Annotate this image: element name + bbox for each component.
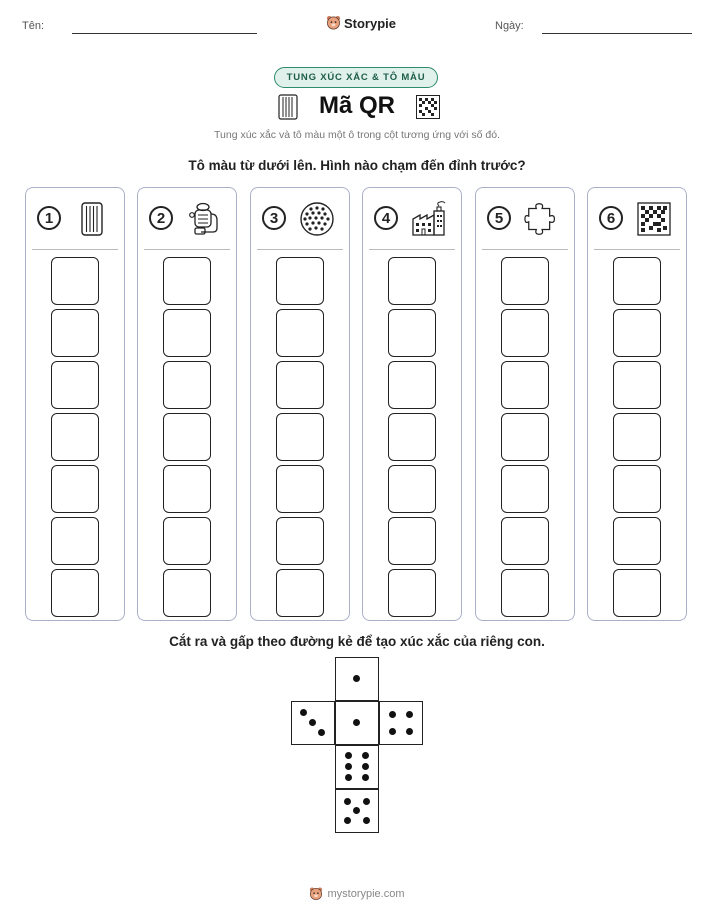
column-divider xyxy=(369,249,455,250)
robot-icon xyxy=(186,201,222,237)
color-cell[interactable] xyxy=(51,309,99,357)
pip xyxy=(344,817,351,824)
dice-column-4 xyxy=(362,187,462,621)
dice-face-six xyxy=(335,745,379,789)
column-number: 1 xyxy=(37,206,61,230)
barcode-icon xyxy=(278,94,298,120)
pip xyxy=(389,711,396,718)
pip xyxy=(406,728,413,735)
footer xyxy=(0,886,714,902)
color-cell[interactable] xyxy=(276,517,324,565)
column-number: 3 xyxy=(262,206,286,230)
pip xyxy=(362,752,369,759)
page-title: Mã QR xyxy=(318,92,395,119)
barcode-icon xyxy=(74,201,110,237)
dice-face-three xyxy=(291,701,335,745)
color-cell[interactable] xyxy=(501,257,549,305)
color-cell[interactable] xyxy=(276,465,324,513)
pip xyxy=(362,774,369,781)
column-number: 2 xyxy=(149,206,173,230)
pip xyxy=(345,774,352,781)
color-cell[interactable] xyxy=(163,257,211,305)
color-cell[interactable] xyxy=(388,309,436,357)
color-cell[interactable] xyxy=(388,413,436,461)
color-cell[interactable] xyxy=(276,309,324,357)
column-number: 5 xyxy=(487,206,511,230)
color-cell[interactable] xyxy=(51,569,99,617)
name-line[interactable] xyxy=(72,33,257,34)
column-divider xyxy=(482,249,568,250)
color-cell[interactable] xyxy=(163,413,211,461)
pip xyxy=(389,728,396,735)
color-cell[interactable] xyxy=(163,309,211,357)
color-cell[interactable] xyxy=(51,517,99,565)
pip xyxy=(362,763,369,770)
color-cell[interactable] xyxy=(613,309,661,357)
brand-name: Storypie xyxy=(343,15,396,31)
date-label: Ngày: xyxy=(495,20,524,32)
pip xyxy=(353,807,360,814)
dice-column-2 xyxy=(137,187,237,621)
pip xyxy=(345,763,352,770)
column-divider xyxy=(594,249,680,250)
dice-column-6 xyxy=(587,187,687,621)
pip xyxy=(345,752,352,759)
color-cell[interactable] xyxy=(501,413,549,461)
color-cell[interactable] xyxy=(613,517,661,565)
color-cell[interactable] xyxy=(51,361,99,409)
color-cell[interactable] xyxy=(388,517,436,565)
bear-logo-icon xyxy=(326,14,341,32)
color-cell[interactable] xyxy=(613,465,661,513)
pip xyxy=(353,675,360,682)
pip xyxy=(406,711,413,718)
color-cell[interactable] xyxy=(51,413,99,461)
pip xyxy=(300,709,307,716)
dice-column-3 xyxy=(250,187,350,621)
color-cell[interactable] xyxy=(501,517,549,565)
dice-face-one xyxy=(335,701,379,745)
column-divider xyxy=(257,249,343,250)
color-cell[interactable] xyxy=(163,517,211,565)
dice-column-5 xyxy=(475,187,575,621)
bear-logo-icon xyxy=(309,886,323,902)
color-cell[interactable] xyxy=(501,569,549,617)
color-cell[interactable] xyxy=(163,361,211,409)
dice-face-five xyxy=(335,789,379,833)
column-divider xyxy=(32,249,118,250)
subtitle: Tung xúc xắc và tô màu một ô trong cột tương ứng với số đó. xyxy=(214,129,500,141)
pip xyxy=(353,719,360,726)
dotted-circle-icon xyxy=(299,201,335,237)
qr-code-icon xyxy=(636,201,672,237)
pip xyxy=(363,817,370,824)
activity-badge: TUNG XÚC XẮC & TÔ MÀU xyxy=(274,67,438,88)
color-cell[interactable] xyxy=(613,361,661,409)
pip xyxy=(363,798,370,805)
footer-url[interactable]: mystorypie.com xyxy=(327,888,405,900)
color-cell[interactable] xyxy=(276,569,324,617)
color-cell[interactable] xyxy=(276,257,324,305)
color-cell[interactable] xyxy=(501,361,549,409)
color-cell[interactable] xyxy=(388,465,436,513)
name-label: Tên: xyxy=(22,20,45,32)
pip xyxy=(318,729,325,736)
color-cell[interactable] xyxy=(613,413,661,461)
color-cell[interactable] xyxy=(276,361,324,409)
color-cell[interactable] xyxy=(613,257,661,305)
dice-face-one xyxy=(335,657,379,701)
cut-instruction: Cắt ra và gấp theo đường kẻ để tạo xúc xắc của riêng con. xyxy=(169,634,545,649)
color-cell[interactable] xyxy=(163,465,211,513)
brand-logo xyxy=(326,12,396,34)
column-number: 6 xyxy=(599,206,623,230)
color-cell[interactable] xyxy=(388,257,436,305)
column-number: 4 xyxy=(374,206,398,230)
color-cell[interactable] xyxy=(388,361,436,409)
color-cell[interactable] xyxy=(276,413,324,461)
dice-face-four xyxy=(379,701,423,745)
factory-icon xyxy=(411,201,447,237)
dice-column-1 xyxy=(25,187,125,621)
qr-code-icon xyxy=(416,95,440,119)
column-divider xyxy=(144,249,230,250)
color-cell[interactable] xyxy=(163,569,211,617)
color-cell[interactable] xyxy=(501,309,549,357)
color-cell[interactable] xyxy=(613,569,661,617)
color-cell[interactable] xyxy=(388,569,436,617)
color-cell[interactable] xyxy=(501,465,549,513)
instruction-heading: Tô màu từ dưới lên. Hình nào chạm đến đỉnh trước? xyxy=(188,158,526,173)
date-line[interactable] xyxy=(542,33,692,34)
color-cell[interactable] xyxy=(51,257,99,305)
pip xyxy=(344,798,351,805)
puzzle-icon xyxy=(524,201,560,237)
pip xyxy=(309,719,316,726)
color-cell[interactable] xyxy=(51,465,99,513)
